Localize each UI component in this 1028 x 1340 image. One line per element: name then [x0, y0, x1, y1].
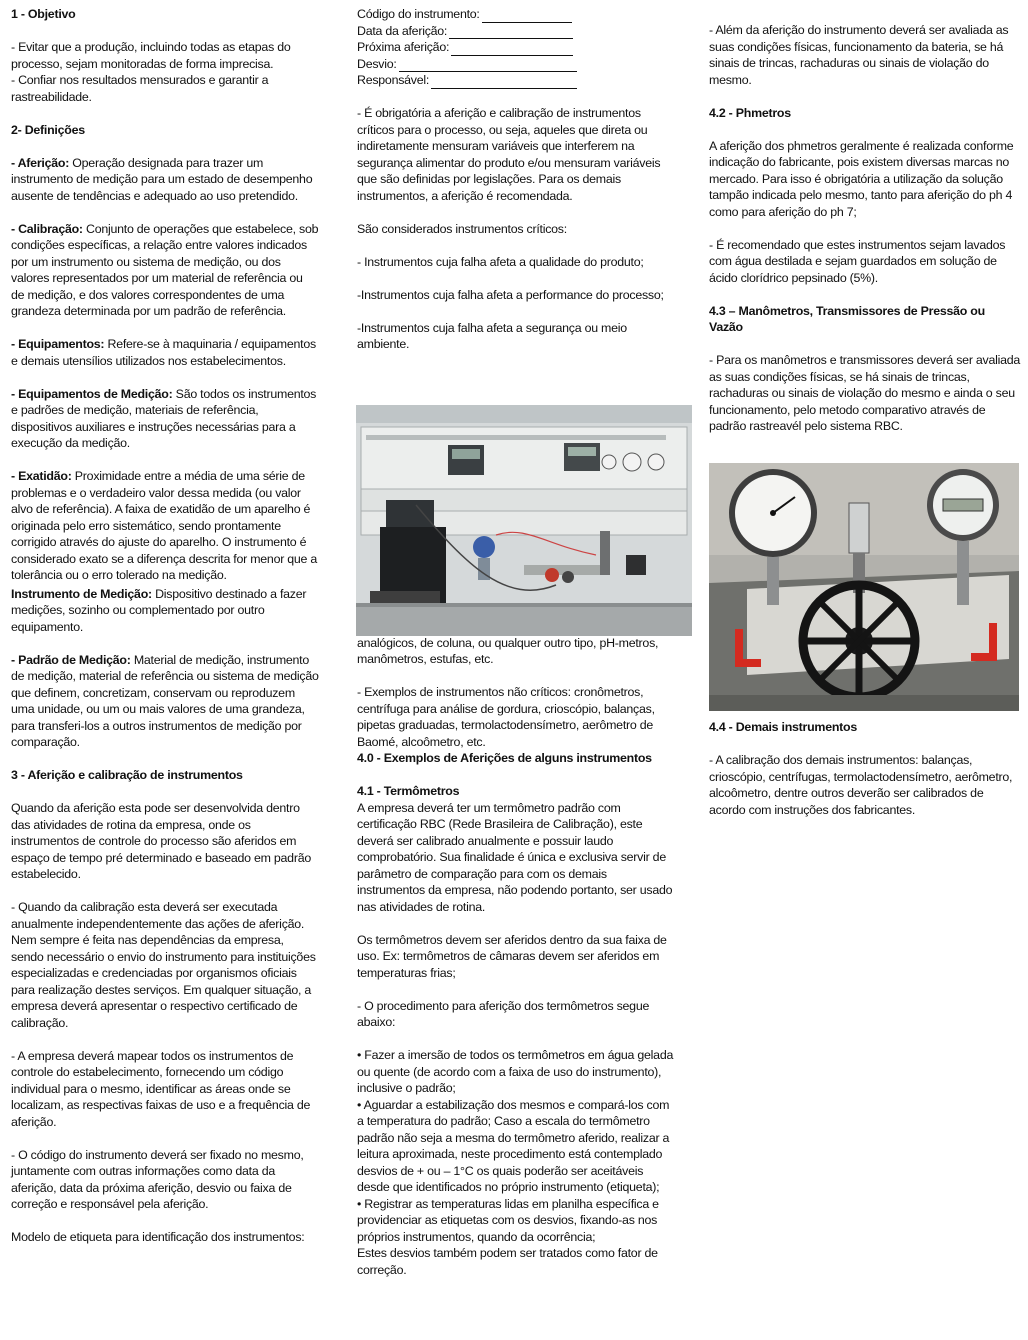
critical-item-3: -Instrumentos cuja falha afeta a segurança ou meio ambiente. — [357, 320, 627, 351]
noncritical-examples: - Exemplos de instrumentos não críticos: cronômetros, centrífuga para análise de gordura, crioscópio, balanças, pipetas graduadas, termolactodensímetro, aerômetro de Baomé, alcoômetro, etc. — [357, 685, 655, 749]
definition-term: - Exatidão: — [11, 469, 72, 483]
procedure-bullet: • Registrar as temperaturas lidas em planilha específica e providenciar as etiquetas com os desvios, fixando-as nos próprios instrumentos, quando da ocorrência; — [357, 1196, 659, 1244]
fill-line — [431, 76, 577, 89]
critical-examples: analógicos, de coluna, ou qualquer outro tipo, pH-metros, manômetros, estufas, etc. — [357, 635, 659, 666]
definition-text: Operação designada para trazer um instrumento de medição para um estado de desempenho ausente de tendências e adequado ao uso pretendido. — [11, 155, 313, 203]
fill-line — [449, 26, 573, 39]
definition-calibracao — [11, 221, 319, 320]
section-3-paragraph: - Quando da calibração esta deverá ser executada anualmente independentemente das ações de aferição. Nem sempre é feita nas dependências da empresa, sendo necessário o envio do instrumento para instituições especializadas e credenciadas por organismos oficiais para realização destes serviços. Em qualquer situação, a empresa deverá apresentar o respectivo certificado de calibração. — [11, 900, 316, 1030]
definition-text: São todos os instrumentos e padrões de medição, materiais de referência, dispositivos auxiliares e instruções necessárias para a execução da medição. — [11, 386, 317, 450]
critical-intro: São considerados instrumentos críticos: — [357, 221, 567, 236]
label-row-proxima — [357, 39, 677, 56]
objective-item-1: - Evitar que a produção, incluindo todas as etapas do processo, sejam monitoradas de forma imprecisa. — [11, 40, 291, 71]
phmeter-paragraph: - É recomendado que estes instrumentos sejam lavados com água destilada e sejam guardados em solução de ácido clorídrico pepsinado (5%). — [709, 237, 1006, 285]
calibration-bench-photo — [356, 405, 692, 636]
section-3-paragraph: - A empresa deverá mapear todos os instrumentos de controle do estabelecimento, fornecendo um código individual para o mesmo, identificar as áreas onde se localizam, as respectivas faixas de uso e a frequência de aferição. — [11, 1048, 311, 1129]
other-instruments-paragraph: - A calibração dos demais instrumentos: balanças, crioscópio, centrífugas, termolactodensímetro, aerômetro, alcoômetro, dentre outros deverão ser calibrados de acordo com instruções dos fabricantes. — [709, 753, 1013, 817]
section-4-1-title: 4.1 - Termômetros — [357, 784, 460, 798]
section-2-title: 2- Definições — [11, 122, 85, 137]
column-2 — [357, 0, 677, 1278]
label-model-intro: Modelo de etiqueta para identificação dos instrumentos: — [11, 1230, 305, 1244]
thermometer-paragraph: Os termômetros devem ser aferidos dentro da sua faixa de uso. Ex: termômetros de câmaras devem ser aferidos em temperaturas frias; — [357, 932, 667, 980]
definition-text: Material de medição, instrumento de medição, material de referência ou sistema de medição que definem, concretizam, conservam ou reproduzem uma unidade, ou um ou mais valores de uma grandeza, para transferi-los a outros instrumentos de medição por comparação. — [11, 652, 319, 749]
thermometer-paragraph: A empresa deverá ter um termômetro padrão com certificação RBC (Rede Brasileira de Calibração), este deverá ser calibrado anualmente e possuir laudo comprobatório. Sua finalidade é única e exclusiva servir de parâmetro de comparação para com os demais instrumentos da empresa, não podendo portanto, ser usado nas atividades de rotina. — [357, 800, 673, 914]
column-1 — [11, 0, 319, 1246]
definition-text: Conjunto de operações que estabelece, sob condições específicas, a relação entre valores indicados por um instrumento ou sistema de medição, ou dos valores representados por um material de referência ou de medição, e dos valores correspondentes de uma grandeza determinada por um padrão de referência. — [11, 221, 319, 318]
label-codigo: Código do instrumento: — [357, 7, 480, 21]
definition-term: - Calibração: — [11, 221, 83, 236]
label-row-responsavel — [357, 72, 677, 89]
label-template — [357, 6, 677, 89]
pressure-gauges-illustration — [709, 463, 1019, 711]
definition-equipamentos — [11, 336, 319, 369]
thermometer-paragraph: - O procedimento para aferição dos termômetros segue abaixo: — [357, 998, 650, 1029]
section-3-paragraph: - O código do instrumento deverá ser fixado no mesmo, juntamente com outras informações como data da aferição, data da próxima aferição, desvio ou faixa de correção e responsável pela aferição. — [11, 1147, 304, 1211]
definition-padrao — [11, 652, 319, 751]
definition-afericao — [11, 155, 319, 205]
label-responsavel: Responsável: — [357, 73, 430, 87]
label-data: Data da aferição: — [357, 23, 448, 38]
fill-line — [482, 10, 572, 23]
definition-term: - Padrão de Medição: — [11, 652, 131, 667]
definition-equipamentos-medicao — [11, 386, 319, 452]
section-4-2-title: 4.2 - Phmetros — [709, 105, 791, 120]
section-3-title: 3 - Aferição e calibração de instrumentos — [11, 768, 243, 782]
section-4-3-title: 4.3 – Manômetros, Transmissores de Pressão ou Vazão — [709, 303, 985, 334]
phmeter-paragraph: A aferição dos phmetros geralmente é realizada conforme indicação do fabricante, pois existem diversas marcas no mercado. Para isso é obrigatória a utilização da solução tampão indicada pelo mesmo, tanto para aferição do ph 4 como para aferição do ph 7; — [709, 138, 1014, 219]
section-4-title: 4.0 - Exemplos de Aferições de alguns instrumentos — [357, 751, 652, 765]
procedure-bullet: • Fazer a imersão de todos os termômetros em água gelada ou quente (de acordo com a faixa de uso do instrumento), inclusive o padrão; — [357, 1048, 674, 1095]
definition-term: Instrumento de Medição: — [11, 586, 152, 601]
definition-term: - Equipamentos: — [11, 337, 105, 351]
pressure-gauges-photo — [709, 463, 1019, 711]
definition-exatidao — [11, 468, 319, 584]
label-proxima: Próxima aferição: — [357, 40, 450, 54]
label-desvio: Desvio: — [357, 56, 397, 71]
section-3-paragraph: Quando da aferição esta pode ser desenvolvida dentro das atividades de rotina da empresa, onde os instrumentos de controle do processo são aferidos em espaço de tempo pré determinado e baseado em padrão estabelecido. — [11, 801, 311, 881]
procedure-note: Estes desvios também podem ser tratados como fator de correção. — [357, 1246, 658, 1277]
critical-item-2: -Instrumentos cuja falha afeta a performance do processo; — [357, 287, 664, 302]
section-4-4-title: 4.4 - Demais instrumentos — [709, 720, 857, 734]
physical-check-paragraph: - Além da aferição do instrumento deverá ser avaliada as suas condições físicas, funcionamento da bateria, se há sinais de trincas, rachaduras ou sinais de violação do mesmo. — [709, 23, 1009, 87]
definition-term: - Equipamentos de Medição: — [11, 386, 173, 401]
fill-line — [451, 43, 573, 56]
label-row-codigo — [357, 6, 677, 23]
label-row-desvio — [357, 56, 677, 73]
definition-instrumento — [11, 586, 319, 636]
definition-text: Dispositivo destinado a fazer medições, sozinho ou complementado por outro equipamento. — [11, 586, 307, 634]
objective-item-2: - Confiar nos resultados mensurados e garantir a rastreabilidade. — [11, 73, 269, 104]
manometer-paragraph: - Para os manômetros e transmissores deverá ser avaliada as suas condições físicas, se há sinais de trincas, rachaduras ou sinais de violação do mesmo e ainda o seu funcionamento, pelo metodo comparativo através de padrão rastreavél pelo sistema RBC. — [709, 353, 1021, 433]
definition-term: - Aferição: — [11, 155, 70, 170]
mandatory-paragraph: - É obrigatória a aferição e calibração de instrumentos críticos para o processo, ou seja, aqueles que direta ou indiretamente mensuram variáveis que interferem na segurança alimentar do produto e/ou mensuram variáveis que são definidas por legislações. Para os demais instrumentos, a aferição é recomendada. — [357, 106, 661, 203]
label-row-data — [357, 23, 677, 40]
fill-line — [399, 59, 577, 72]
section-1-title: 1 - Objetivo — [11, 7, 76, 21]
definition-text: Proximidade entre a média de uma série de problemas e o verdadeiro valor dessa medida (ou valor alvo de referência). A faixa de exatidão de um aparelho é originada pelo erro sistemático, sendo prontamente corrigido através do ajuste do aparelho. O instrumento é considerado exato se a diferença descrita for menor que a tolerância ou o erro tolerado na medição. — [11, 469, 318, 582]
definition-text: Refere-se à maquinaria / equipamentos e demais utensílios utilizados nos estabelecimentos. — [11, 337, 316, 368]
procedure-bullet: • Aguardar a estabilização dos mesmos e compará-los com a temperatura do padrão; Caso a escala do termômetro padrão não seja a mesma do termômetro aferido, realizar a leitura aproximada, neste procedimento está contemplado desvios de + ou – 1°C os quais poderão ser aceitáveis desde que identificados no próprio instrumento (etiqueta); — [357, 1097, 670, 1194]
critical-item-1: - Instrumentos cuja falha afeta a qualidade do produto; — [357, 254, 644, 269]
calibration-bench-illustration — [356, 405, 692, 636]
